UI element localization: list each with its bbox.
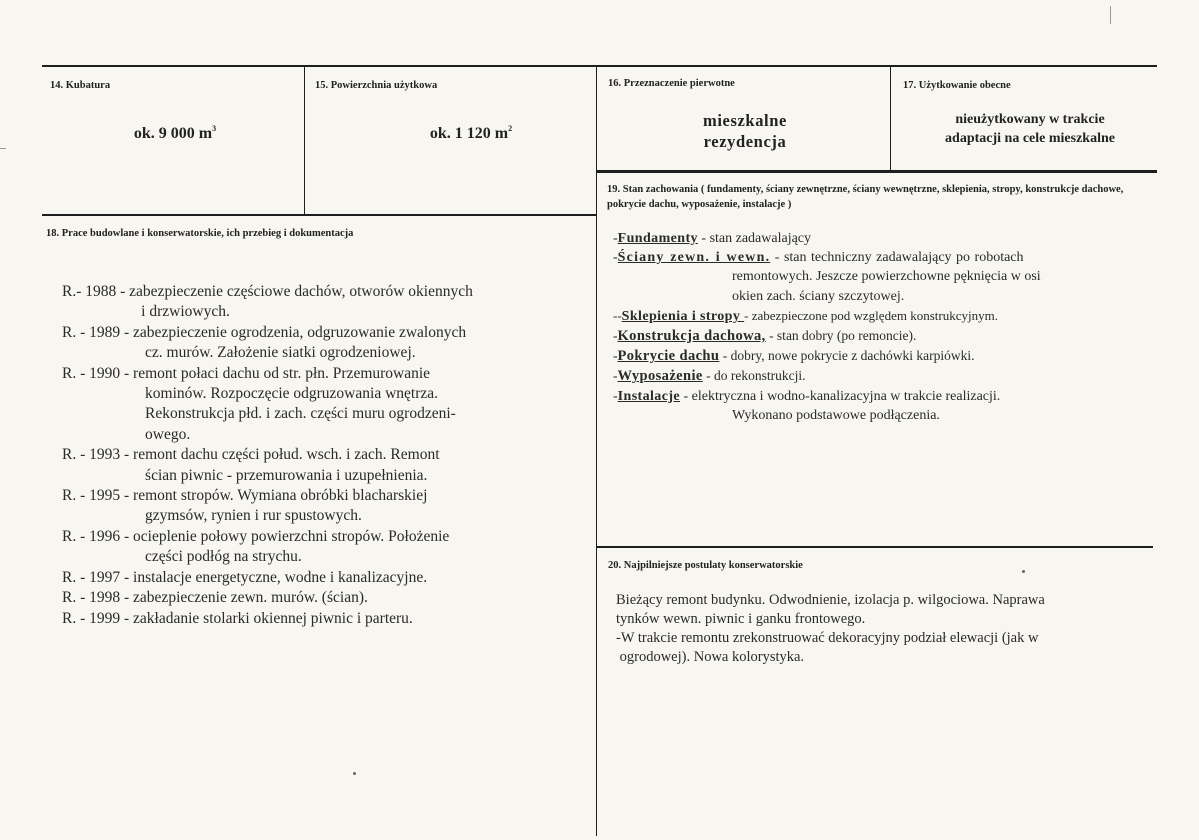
field-14-value: ok. 9 000 $m^3$ [133, 124, 217, 142]
works-year: R. - 1995 - [62, 487, 134, 505]
divider-16-17 [890, 66, 891, 170]
works-year: R. - 1989 - [62, 323, 134, 341]
condition-label: Fundamenty [617, 231, 698, 246]
field-17-label: 17. Użytkowanie obecne [903, 80, 1011, 91]
works-line: remont stropów. Wymiana obróbki blacharskiej [133, 487, 428, 505]
condition-sciany-cont: okien zach. ściany szczytowej. [732, 288, 905, 304]
condition-instalacje-cont: Wykonano podstawowe podłączenia. [732, 407, 940, 423]
left-edge-mark [0, 148, 6, 149]
works-line: cz. murów. Założenie siatki ogrodzeniowej. [145, 344, 416, 362]
condition-sciany-cont: remontowych. Jeszcze powierzchowne pęknięcia w osi [732, 269, 1041, 285]
works-line: Rekonstrukcja płd. i zach. części muru ogrodzeni- [145, 405, 456, 423]
divider-14-15 [304, 66, 305, 215]
works-line: remont dachu części połud. wsch. i zach. Remont [133, 446, 440, 464]
condition-sklepienia: --Sklepienia i stropy - zabezpieczone pod względem konstrukcyjnym. [613, 307, 998, 324]
rule-below-14-15 [42, 214, 597, 216]
works-description [133, 486, 582, 527]
works-line: zabezpieczenie częściowe dachów, otworów okiennych [129, 283, 473, 300]
works-line: gzymsów, rynien i rur spustowych. [145, 507, 362, 525]
condition-konstrukcja: -Konstrukcja dachowa, - stan dobry (po remoncie). [613, 328, 917, 345]
works-description [133, 527, 582, 568]
works-entry [62, 323, 582, 364]
works-year: R.- 1988 - [62, 283, 130, 300]
condition-list [613, 229, 1141, 425]
works-year: R. - 1999 - [62, 609, 134, 627]
paper-speck [353, 772, 356, 775]
condition-label: Konstrukcja dachowa, [617, 328, 766, 345]
works-line: zabezpieczenie ogrodzenia, odgruzowanie zwalonych [133, 323, 467, 341]
works-description [133, 609, 582, 629]
works-line: kominów. Rozpoczęcie odgruzowania wnętrza. [145, 385, 438, 403]
works-year: R. - 1998 - [62, 589, 134, 607]
works-description [129, 282, 582, 323]
works-line: remont połaci dachu od str. płn. Przemurowanie [133, 364, 431, 382]
works-entry [62, 568, 582, 588]
condition-sciany: -Ściany zewn. i wewn. - stan techniczny zadawalający po robotach [613, 250, 1024, 266]
works-entry [62, 609, 582, 629]
divider-15-16 [596, 66, 597, 836]
rule-below-19 [597, 546, 1153, 548]
works-entry [62, 527, 582, 568]
field-15-value: ok. 1 120 $m^2$ [429, 124, 513, 142]
condition-instalacje: -Instalacje - elektryczna i wodno-kanalizacyjna w trakcie realizacji. [613, 388, 1001, 404]
postulates-line: Bieżący remont budynku. Odwodnienie, izolacja p. wilgociowa. Naprawa [616, 592, 1045, 608]
field-15-label: 15. Powierzchnia użytkowa [315, 80, 438, 91]
works-entry [62, 364, 582, 446]
field-19-label: 19. Stan zachowania ( fundamenty, ściany zewnętrzne, ściany wewnętrzne, sklepienia, stropy, konstrukcje dachowe, pokrycie dachu, wyposażenie, instalacje ) [607, 184, 1124, 210]
works-year: R. - 1993 - [62, 446, 134, 464]
condition-pokrycie: -Pokrycie dachu - dobry, nowe pokrycie z dachówki karpiówki. [613, 348, 975, 365]
paper-speck [1022, 570, 1025, 573]
works-year: R. - 1996 - [62, 527, 134, 545]
works-description [133, 445, 582, 486]
works-description [133, 323, 582, 364]
works-description [133, 364, 582, 446]
field-14-label: 14. Kubatura [50, 80, 111, 91]
works-entry [62, 445, 582, 486]
field-18-label: 18. Prace budowlane i konserwatorskie, ich przebieg i dokumentacja [46, 228, 354, 239]
works-line: i drzwiowych. [141, 303, 230, 321]
works-line: części podłóg na strychu. [145, 548, 302, 566]
condition-fundamenty: -Fundamenty - stan zadawalający [613, 231, 812, 246]
condition-label: Instalacje [617, 388, 680, 404]
works-description [133, 588, 582, 608]
postulates-line: -W trakcie remontu zrekonstruować dekoracyjny podział elewacji (jak w [616, 630, 1039, 646]
postulates-text [616, 591, 1136, 667]
works-line: zabezpieczenie zewn. murów. (ścian). [133, 589, 368, 607]
works-year: R. - 1997 - [62, 568, 134, 586]
works-line: owego. [145, 425, 191, 443]
postulates-line: ogrodowej). Nowa kolorystyka. [616, 649, 805, 665]
field-20-label: 20. Najpilniejsze postulaty konserwatorskie [608, 560, 803, 571]
condition-label: Ściany zewn. i wewn. [617, 250, 771, 266]
field-16-label: 16. Przeznaczenie pierwotne [608, 78, 735, 89]
field-16-value: mieszkalne rezydencja [703, 111, 787, 151]
works-year: R. - 1990 - [62, 364, 134, 382]
postulates-line: tynków wewn. piwnic i ganku frontowego. [616, 611, 866, 627]
condition-wyposazenie: -Wyposażenie - do rekonstrukcji. [613, 368, 806, 385]
paper-mark [1110, 6, 1111, 24]
works-line: ścian piwnic - przemurowania i uzupełnienia. [145, 466, 428, 484]
condition-label: Wyposażenie [617, 368, 703, 385]
rule-below-16-17 [597, 170, 1157, 173]
works-line: zakładanie stolarki okiennej piwnic i parteru. [133, 609, 413, 627]
works-line: ocieplenie połowy powierzchni stropów. Położenie [133, 527, 450, 545]
works-line: instalacje energetyczne, wodne i kanalizacyjne. [133, 568, 428, 586]
works-entry [62, 282, 582, 323]
condition-label: Sklepienia i stropy [621, 308, 745, 324]
condition-label: Pokrycie dachu [617, 348, 720, 365]
works-entry [62, 486, 582, 527]
works-entry [62, 588, 582, 608]
works-description [133, 568, 582, 588]
field-17-value: nieużytkowany w trakcie adaptacji na cele mieszkalne [945, 112, 1115, 146]
top-rule [42, 65, 1157, 67]
works-list [62, 282, 582, 629]
